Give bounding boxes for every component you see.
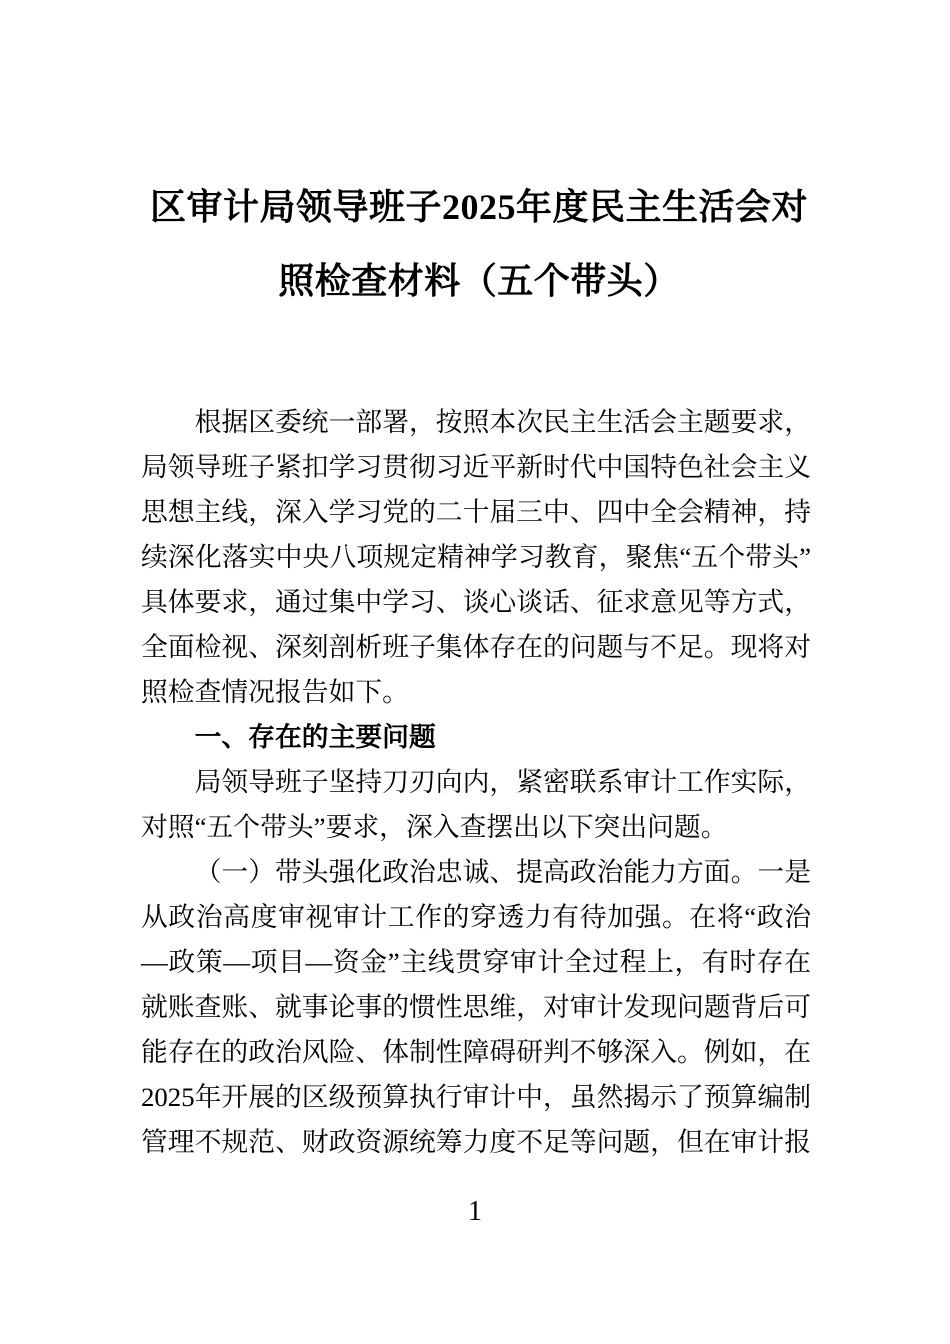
document-title: 区审计局领导班子2025年度民主生活会对照检查材料（五个带头） <box>149 187 808 301</box>
item1-lead-sentence: （一）带头强化政治忠诚、提高政治能力方面。 <box>194 857 758 887</box>
section-heading-main-problems: 一、存在的主要问题 <box>194 722 436 752</box>
item1-body-text: 在将“政治—政策—项目—资金”主线贯穿审计全过程上，有时存在就账查账、就事论事的惯性思维，对审计发现问题背后可能存在的政治风险、体制性障碍研判不够深入。例如，在2025年开展的区级预算执行审计中，虽然揭示了预算编制管理不规范、财政资源统筹力度不足等问题，但在审计报 <box>141 902 811 1157</box>
paragraph-intro: 根据区委统一部署，按照本次民主生活会主题要求，局领导班子紧扣学习贯彻习近平新时代中国特色社会主义思想主线，深入学习党的二十届三中、四中全会精神，持续深化落实中央八项规定精神学习教育，聚焦“五个带头”具体要求，通过集中学习、谈心谈话、征求意见等方式，全面检视、深刻剖析班子集体存在的问题与不足。现将对照检查情况报告如下。 <box>141 407 811 707</box>
paragraph-overview: 局领导班子坚持刀刃向内，紧密联系审计工作实际，对照“五个带头”要求，深入查摆出以下突出问题。 <box>141 767 811 842</box>
page-number: 1 <box>468 1196 482 1227</box>
item1-sublead-sentence: 一是从政治高度审视审计工作的穿透力有待加强。 <box>141 857 812 932</box>
paragraph-item1 <box>141 850 811 1165</box>
document-body <box>141 400 811 1165</box>
